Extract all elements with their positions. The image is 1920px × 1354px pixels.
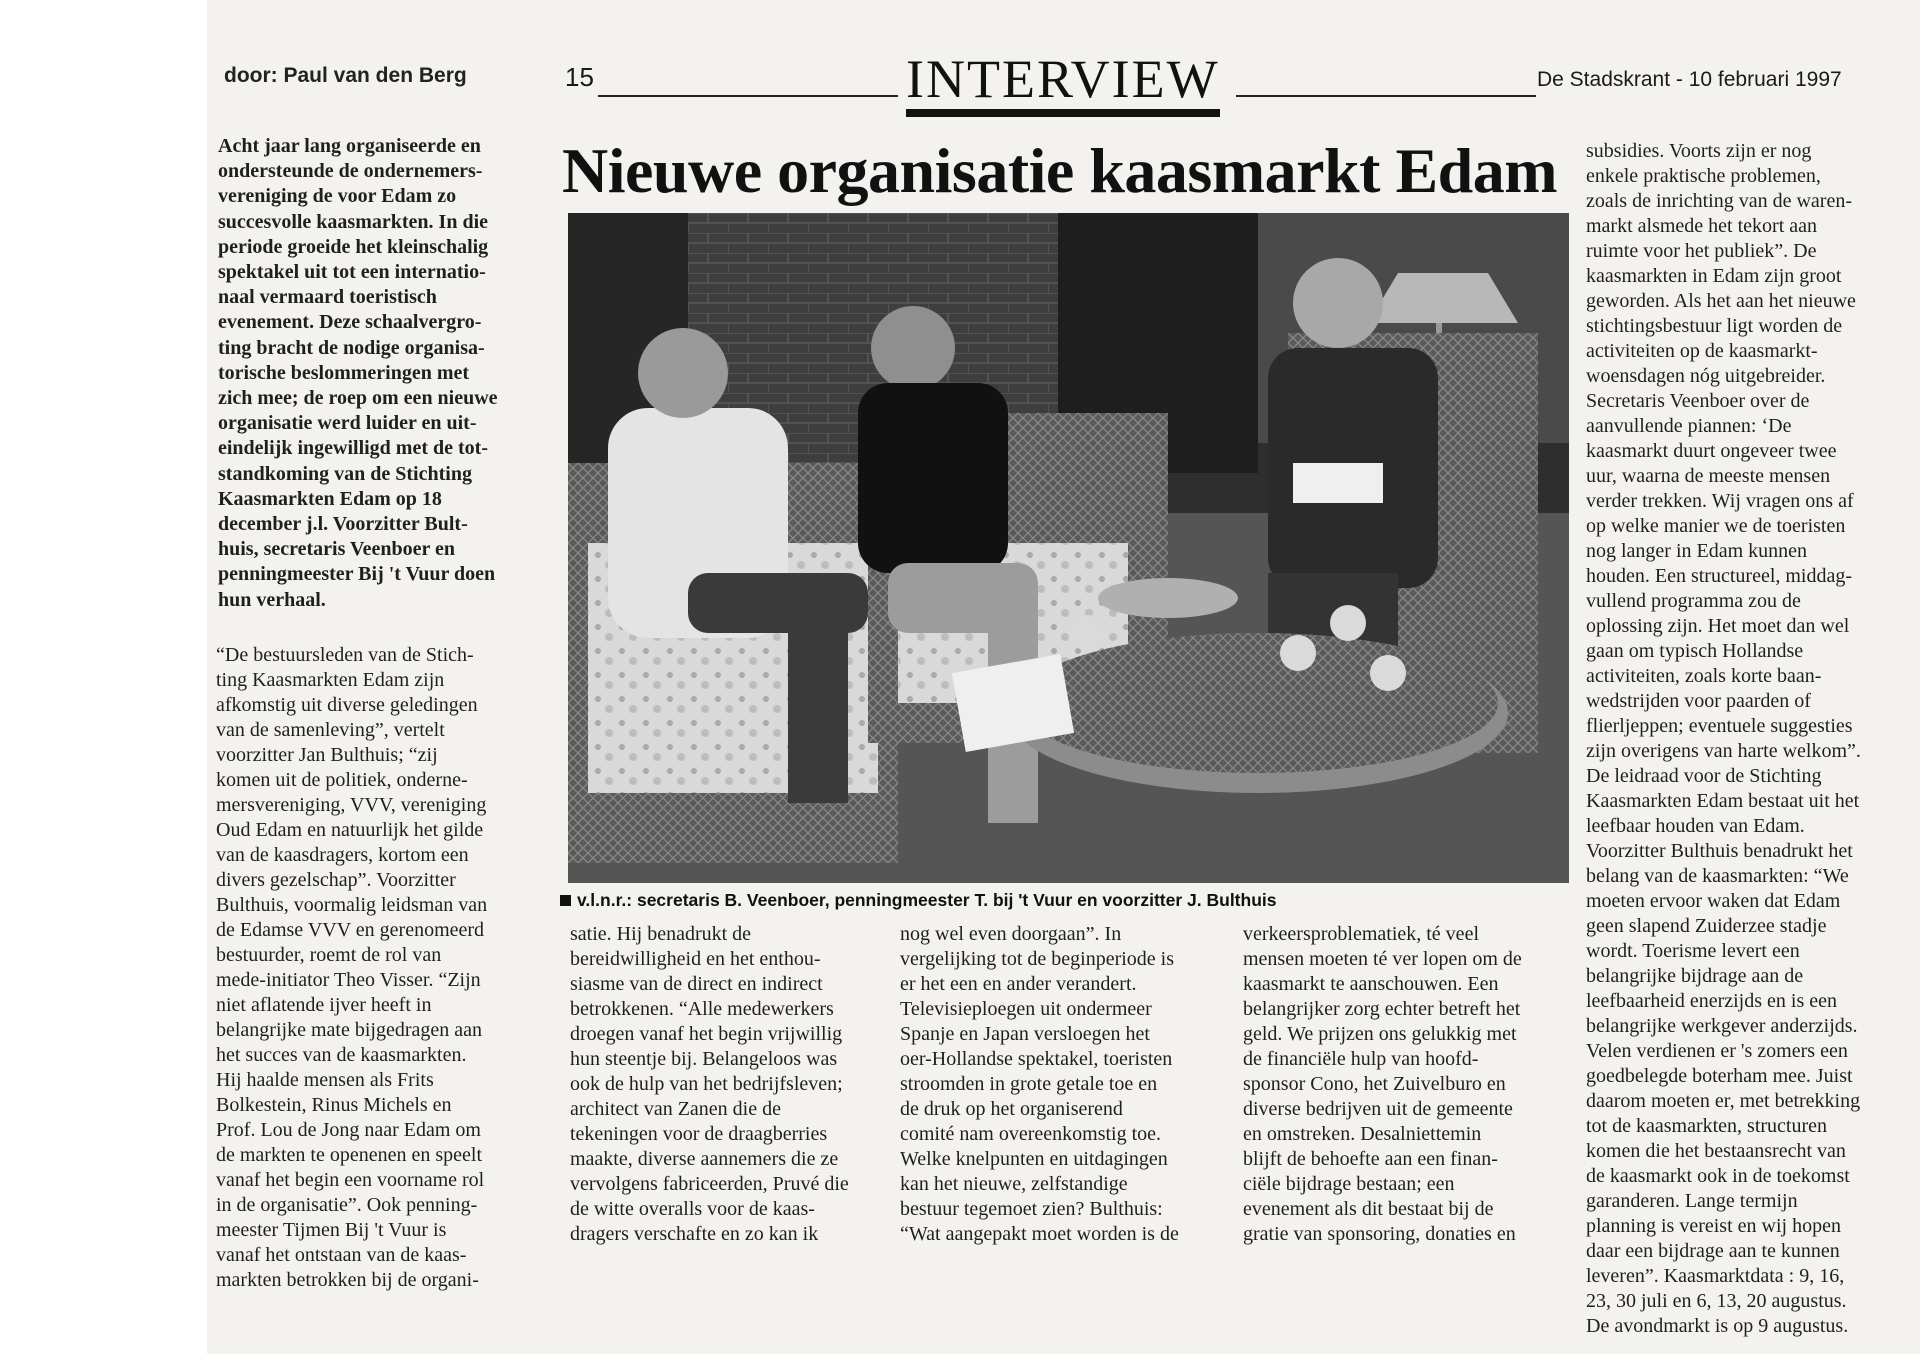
article-column-4: verkeersproblematiek, té veel mensen moeten té ver lopen om de kaasmarkt te aanschouwen. Een belangrijker zorg echter betreft het geld. We prijzen ons gelukkig met de financiële hulp van hoofd- sponsor Cono, het Zuivelburo en diverse bedrijven uit de gemeente en omstreken. Desalniettemin blijft de behoefte aan een finan- ciële bijdrage bestaan; een evenement als dit bestaat bij de gratie van sponsoring, donaties en <box>1243 923 1522 1245</box>
photo-caption <box>560 890 1580 911</box>
photo-illustration <box>568 213 1569 883</box>
article-column-3: nog wel even doorgaan”. In vergelijking tot de beginperiode is er het een en ander verandert. Televisieploegen uit ondermeer Spanje en Japan versloegen het oer-Hollandse spektakel, toeristen stroomden in grote getale toe en de druk op het organiserend comité nam overeenkomstig toe. Welke knelpunten en uitdagingen kan het nieuwe, zelfstandige bestuur tegemoet zien? Bulthuis: “Wat aangepakt moet worden is de <box>900 923 1179 1245</box>
byline: door: Paul van den Berg <box>224 64 467 87</box>
article-column-5: subsidies. Voorts zijn er nog enkele praktische problemen, zoals de inrichting van de waren- markt alsmede het tekort aan ruimte voor het publiek”. De kaasmarkten in Edam zijn groot geworden. Als het aan het nieuwe stichtingsbestuur ligt worden de activiteiten op de kaasmarkt- woensdagen nóg uitgebreider. Secretaris Veenboer over de aanvullende piannen: ‘De kaasmarkt duurt ongeveer twee uur, waarna de meeste mensen verder trekken. Wij vragen ons af op welke manier we de toeristen nog langer in Edam kunnen houden. Een structureel, middag- vullend programma zou de oplossing zijn. Het moet dan wel gaan om typisch Hollandse activiteiten, zoals korte baan- wedstrijden voor paarden of flierljeppen; eventuele suggesties zijn overigens van harte welkom”. De leidraad voor de Stichting Kaasmarkten Edam bestaat uit het leefbaar houden van Edam. Voorzitter Bulthuis benadrukt het belang van de kaasmarkten: “We moeten ervoor waken dat Edam geen slapend Zuiderzee stadje wordt. Toerisme levert een belangrijke bijdrage aan de leefbaarheid enerzijds en is een belangrijke werkgever anderzijds. Velen verdienen er 's zomers een goedbelegde boterham mee. Juist daarom moeten er, met betrekking tot de kaasmarkten, structuren komen die het bestaansrecht van de kaasmarkt ook in de toekomst garanderen. Lange termijn planning is vereist en wij hopen daar een bijdrage aan te kunnen leveren”. Kaasmarktdata : 9, 16, 23, 30 juli en 6, 13, 20 augustus. De avondmarkt is op 9 augustus. <box>1586 140 1861 1337</box>
headline: Nieuwe organisatie kaasmarkt Edam <box>562 135 1558 206</box>
interview-photo <box>568 213 1569 883</box>
caption-bullet-icon <box>560 895 571 906</box>
page-number: 15 <box>565 62 594 92</box>
article-intro: Acht jaar lang organiseerde en ondersteunde de ondernemers- vereniging de voor Edam zo succesvolle kaasmarkten. In die periode groeide het kleinschalig spektakel uit tot een internatio- naal vermaard toeristisch evenement. Deze schaalvergro- ting bracht de nodige organisa- torische beslommeringen met zich mee; de roep om een nieuwe organisatie werd luider en uit- eindelijk ingewilligd met de tot- standkoming van de Stichting Kaasmarkten Edam op 18 december j.l. Voorzitter Bult- huis, secretaris Veenboer en penningmeester Bij 't Vuur doen hun verhaal. <box>218 135 498 611</box>
article-column-2: satie. Hij benadrukt de bereidwilligheid en het enthou- siasme van de direct en indirect betrokkenen. “Alle medewerkers droegen vanaf het begin vrijwillig hun steentje bij. Belangeloos was ook de hulp van het bedrijfsleven; architect van Zanen die de tekeningen voor de draagberries maakte, diverse aannemers die ze vervolgens fabriceerden, Pruvé die de witte overalls voor de kaas- dragers verschafte en zo kan ik <box>570 923 849 1245</box>
photo-caption-text: v.l.n.r.: secretaris B. Veenboer, penningmeester T. bij 't Vuur en voorzitter J. Bulthuis <box>577 890 1277 910</box>
section-title: INTERVIEW <box>906 49 1220 109</box>
article-column-1: “De bestuursleden van de Stich- ting Kaasmarkten Edam zijn afkomstig uit diverse geledingen van de samenleving”, vertelt voorzitter Jan Bulthuis; “zij komen uit de politiek, onderne- mersvereniging, VVV, vereniging Oud Edam en natuurlijk het gilde van de kaasdragers, kortom een divers gezelschap”. Voorzitter Bulthuis, voormalig leidsman van de Edamse VVV en gerenomeerd bestuurder, roemt de rol van mede-initiator Theo Visser. “Zijn niet aflatende ijver heeft in belangrijke mate bijgedragen aan het succes van de kaasmarkten. Hij haalde mensen als Frits Bolkestein, Rinus Michels en Prof. Lou de Jong naar Edam om de markten te openenen en speelt vanaf het begin een voorname rol in de organisatie”. Ook penning- meester Tijmen Bij 't Vuur is vanaf het ontstaan van de kaas- markten betrokken bij de organi- <box>216 644 488 1291</box>
header-rule-right <box>1236 95 1536 97</box>
section-underline <box>906 109 1220 117</box>
dateline: De Stadskrant - 10 februari 1997 <box>1537 68 1842 91</box>
header-rule-left <box>598 95 898 97</box>
